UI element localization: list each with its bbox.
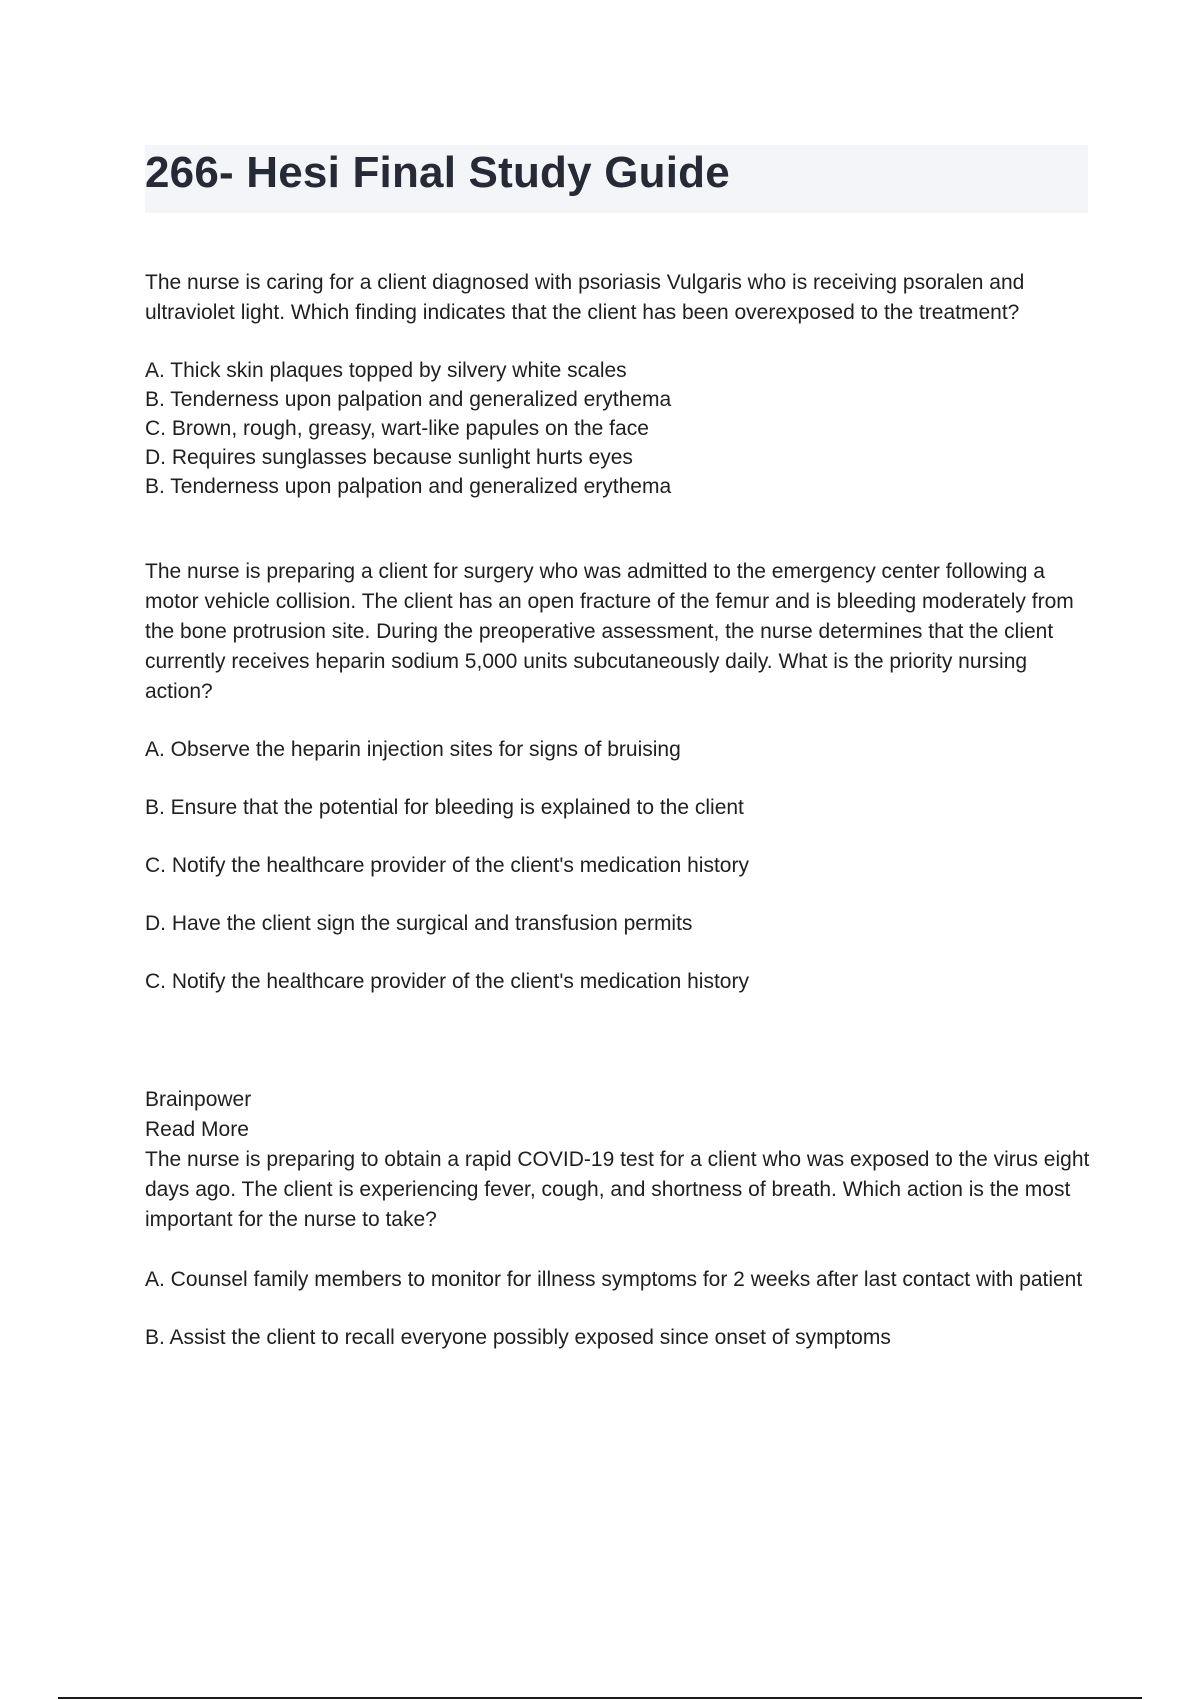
question-2-option-d: D. Have the client sign the surgical and transfusion permits: [145, 912, 693, 935]
page-bottom-rule: [58, 1697, 1142, 1699]
question-1-option-b: B. Tenderness upon palpation and generalized erythema: [145, 388, 672, 411]
question-3-stem: The nurse is preparing to obtain a rapid COVID-19 test for a client who was exposed to the virus eight days ago. The client is experiencing fever, cough, and shortness of breath. Which action is the most important for the nurse to take?: [145, 1148, 1090, 1231]
question-2-option-b: B. Ensure that the potential for bleeding is explained to the client: [145, 796, 744, 819]
question-1-option-d: D. Requires sunglasses because sunlight hurts eyes: [145, 446, 633, 469]
question-1-options: [145, 356, 1095, 501]
question-2-stem: The nurse is preparing a client for surgery who was admitted to the emergency center following a motor vehicle collision. The client has an open fracture of the femur and is bleeding moderately from the bone protrusion site. During the preoperative assessment, the nurse determines that the client currently receives heparin sodium 5,000 units subcutaneously daily. What is the priority nursing action?: [145, 560, 1074, 703]
question-3-option-b: B. Assist the client to recall everyone possibly exposed since onset of symptoms: [145, 1326, 891, 1349]
question-1-option-a: A. Thick skin plaques topped by silvery white scales: [145, 359, 627, 382]
question-1-stem: The nurse is caring for a client diagnosed with psoriasis Vulgaris who is receiving psoralen and ultraviolet light. Which finding indicates that the client has been overexposed to the treatment?: [145, 271, 1025, 324]
question-3-option-a: A. Counsel family members to monitor for illness symptoms for 2 weeks after last contact with patient: [145, 1268, 1083, 1291]
question-1-answer: B. Tenderness upon palpation and generalized erythema: [145, 475, 672, 498]
document-body: [145, 268, 1095, 1353]
document-title: 266- Hesi Final Study Guide: [145, 148, 730, 197]
question-2-answer: C. Notify the healthcare provider of the client's medication history: [145, 970, 749, 993]
read-more-link[interactable]: Read More: [145, 1118, 249, 1141]
brainpower-label: Brainpower: [145, 1088, 252, 1111]
question-1-option-c: C. Brown, rough, greasy, wart-like papules on the face: [145, 417, 649, 440]
question-2-option-c: C. Notify the healthcare provider of the client's medication history: [145, 854, 749, 877]
question-2-option-a: A. Observe the heparin injection sites for signs of bruising: [145, 738, 681, 761]
